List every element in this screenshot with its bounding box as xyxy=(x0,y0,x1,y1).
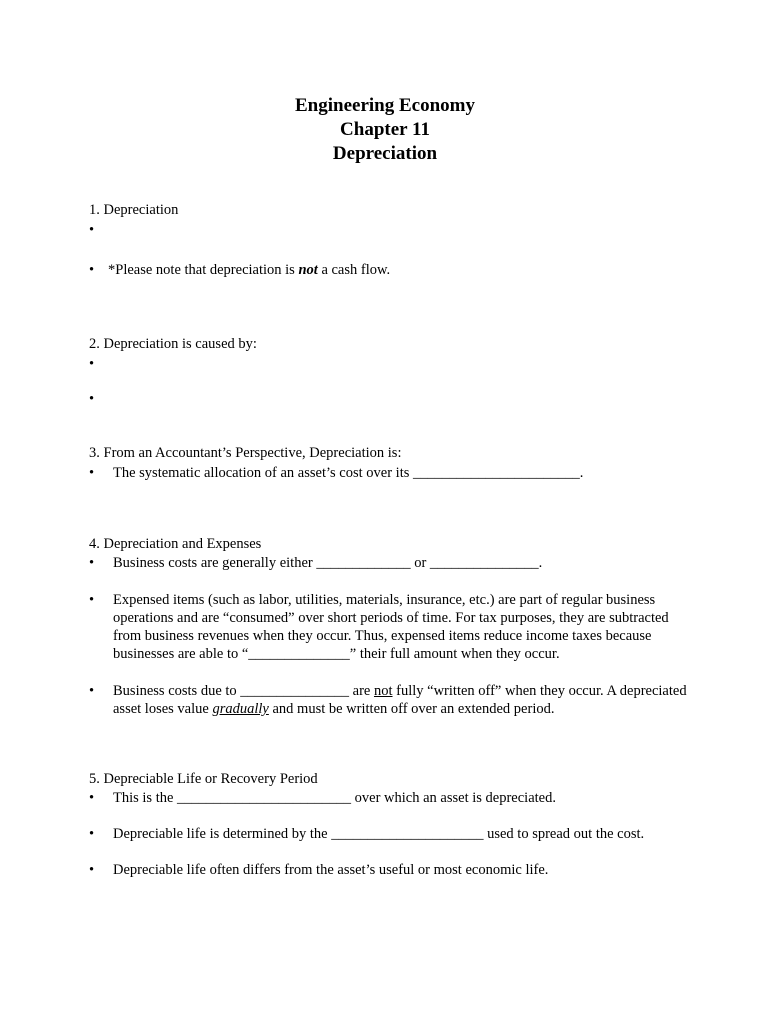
section-5 xyxy=(89,770,689,879)
bullet-dot: • xyxy=(89,826,95,842)
bullet-text: *Please note that depreciation is xyxy=(108,262,299,278)
bullet-text: Business costs are generally either _____________ or _______________. xyxy=(113,555,543,571)
bullet-text: and must be written off over an extended period. xyxy=(268,701,555,717)
bullet-text: The systematic allocation of an asset’s cost over its _______________________. xyxy=(113,465,584,481)
section-5-bullet-1 xyxy=(89,789,689,807)
section-2-heading: 2. Depreciation is caused by: xyxy=(89,336,257,352)
title-line-2: Chapter 11 xyxy=(340,119,430,140)
bullet-dot: • xyxy=(89,683,95,699)
emphasis-not: not xyxy=(298,262,318,278)
section-1-bullet-1 xyxy=(89,221,689,239)
bullet-text: Expensed items (such as labor, utilities, materials, insurance, etc.) are part of regular business operations and are “consumed” over short periods of time. For tax purposes, they are subtracted from business revenues when they occur. Thus, expensed items reduce income taxes because businesses are able to “______________” their full amount when they occur. xyxy=(113,592,669,662)
title-line-3: Depreciation xyxy=(332,143,438,164)
section-4-bullet-1 xyxy=(89,554,689,572)
bullet-text: Depreciable life is determined by the _____________________ used to spread out the cost. xyxy=(113,826,645,842)
bullet-dot: • xyxy=(89,391,95,407)
bullet-dot: • xyxy=(89,592,95,608)
section-5-bullet-2 xyxy=(89,825,689,843)
section-2-bullet-1 xyxy=(89,355,689,373)
bullet-text: fully “written off” when they occur. A depreciated asset loses value xyxy=(113,683,687,717)
section-2 xyxy=(89,335,689,408)
document-title xyxy=(0,94,770,166)
underlined-gradually: gradually xyxy=(212,701,269,717)
section-3-heading: 3. From an Accountant’s Perspective, Depreciation is: xyxy=(89,445,402,461)
bullet-text: This is the ________________________ over which an asset is depreciated. xyxy=(113,790,556,806)
section-4-bullet-3 xyxy=(89,682,698,718)
bullet-dot: • xyxy=(89,356,95,372)
underlined-not: not xyxy=(373,683,393,699)
bullet-dot: • xyxy=(89,262,95,278)
bullet-text: Business costs due to _______________ are xyxy=(113,683,374,699)
section-1-bullet-2 xyxy=(89,261,689,279)
section-4-heading: 4. Depreciation and Expenses xyxy=(89,536,262,552)
bullet-dot: • xyxy=(89,555,95,571)
bullet-text: Depreciable life often differs from the asset’s useful or most economic life. xyxy=(113,862,549,878)
bullet-dot: • xyxy=(89,862,95,878)
section-3-bullet-1 xyxy=(89,464,689,482)
bullet-dot: • xyxy=(89,790,95,806)
title-line-1: Engineering Economy xyxy=(295,95,475,116)
section-4 xyxy=(89,535,689,718)
section-5-heading: 5. Depreciable Life or Recovery Period xyxy=(89,771,318,787)
section-3 xyxy=(89,444,689,482)
section-5-bullet-3 xyxy=(89,861,689,879)
bullet-dot: • xyxy=(89,465,95,481)
section-4-bullet-2 xyxy=(89,591,698,663)
section-1-heading: 1. Depreciation xyxy=(89,202,179,218)
section-1 xyxy=(89,201,689,279)
bullet-text: a cash flow. xyxy=(317,262,391,278)
bullet-dot: • xyxy=(89,222,95,238)
section-2-bullet-2 xyxy=(89,390,689,408)
